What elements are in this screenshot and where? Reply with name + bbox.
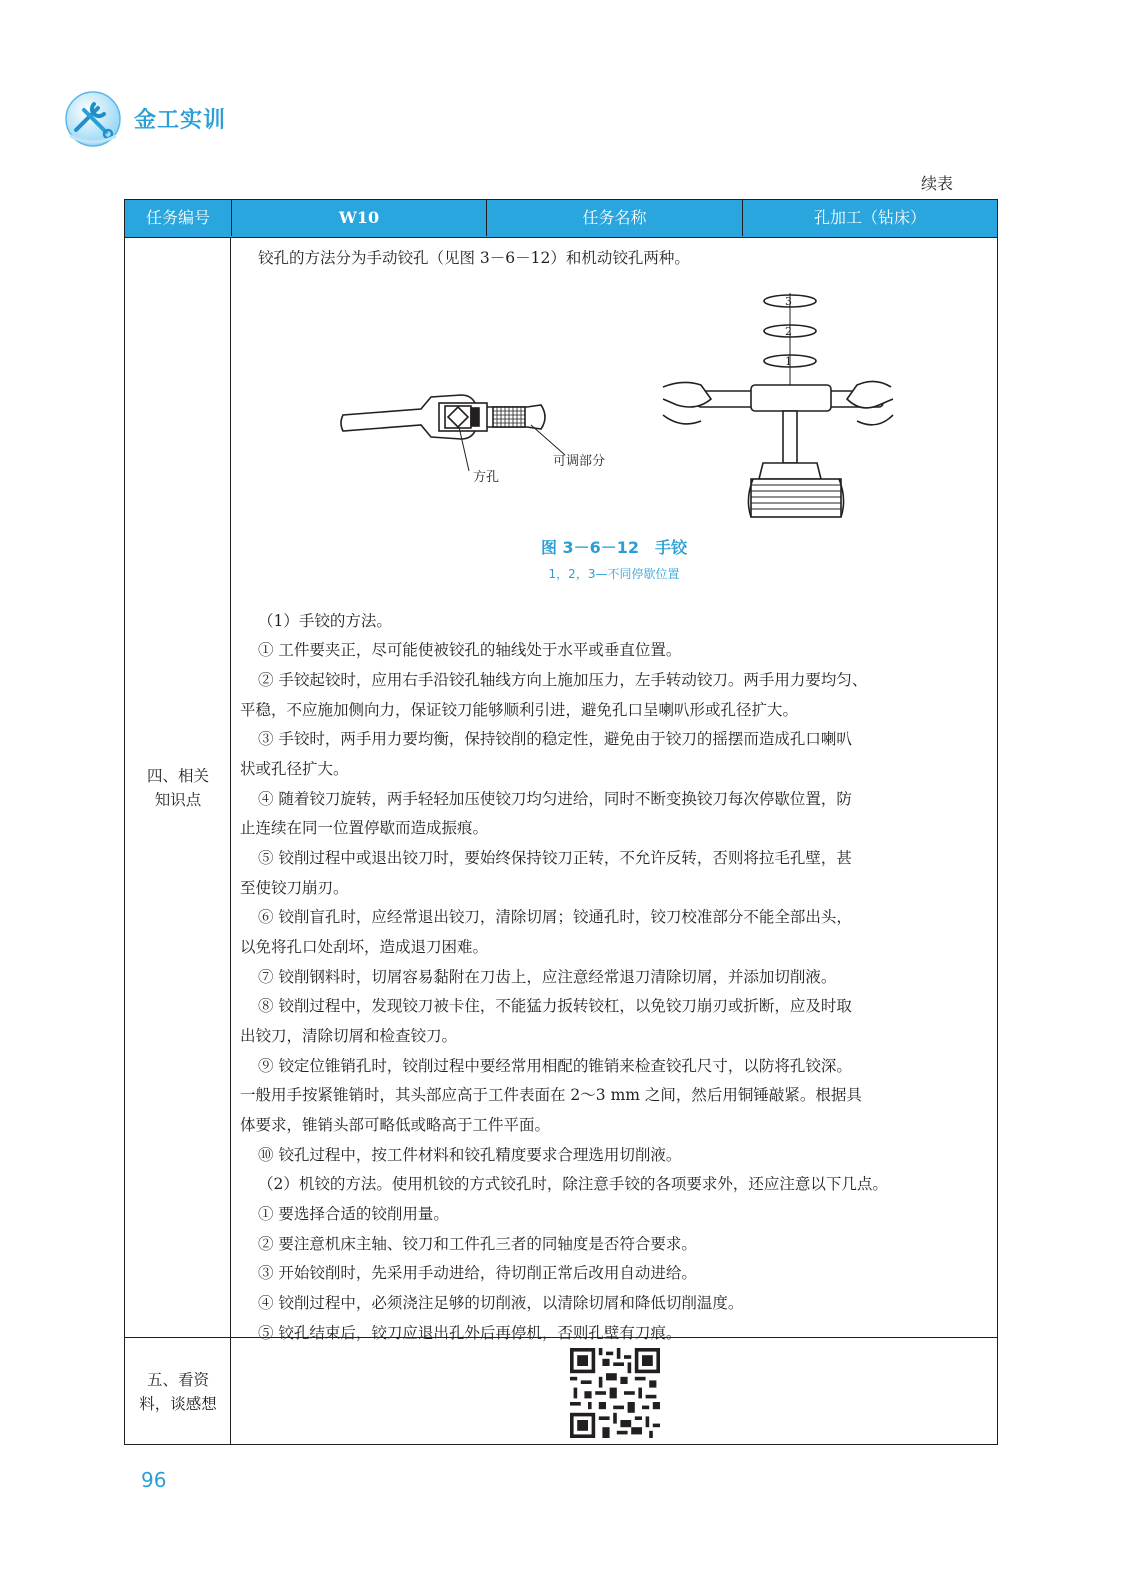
position-2-label: 2 xyxy=(785,325,792,338)
text-line-1: （1）手铰的方法。 xyxy=(258,612,392,630)
text-line-10: 至使铰刀崩刃。 xyxy=(240,879,349,897)
header-task-name-value: 孔加工（钻床） xyxy=(813,208,926,227)
tap-wrench-drawing xyxy=(341,395,565,471)
text-line-5: ③ 手铰时，两手用力要均衡，保持铰削的稳定性，避免由于铰刀的摇摆而造成孔口喇叭 xyxy=(258,730,852,748)
intro-text: 铰孔的方法分为手动铰孔（见图 3－6－12）和机动铰孔两种。 xyxy=(258,249,690,267)
text-line-16: ⑨ 铰定位锥销孔时，铰削过程中要经常用相配的锥销来检查铰孔尺寸，以防将孔铰深。 xyxy=(258,1057,852,1075)
page-header xyxy=(64,90,364,160)
text-line-2: ① 工件要夹正，尽可能使被铰孔的轴线处于水平或垂直位置。 xyxy=(258,641,682,659)
position-1-label: 1 xyxy=(785,355,792,368)
text-line-13: ⑦ 铰削钢料时，切屑容易黏附在刀齿上，应注意经常退刀清除切屑，并添加切削液。 xyxy=(258,968,837,986)
text-line-23: ③ 开始铰削时，先采用手动进给，待切削正常后改用自动进给。 xyxy=(258,1264,697,1282)
text-line-14: ⑧ 铰削过程中，发现铰刀被卡住，不能猛力扳转铰杠，以免铰刀崩刃或折断，应及时取 xyxy=(258,997,852,1015)
text-line-3: ② 手铰起铰时，应用右手沿铰孔轴线方向上施加压力，左手转动铰刀。两手用力要均匀、 xyxy=(258,671,868,689)
row-label-reading-line1: 五、看资 xyxy=(146,1371,209,1389)
continued-label: 续表 xyxy=(921,174,954,193)
hand-reaming-drawing xyxy=(663,293,893,517)
text-line-7: ④ 随着铰刀旋转，两手轻轻加压使铰刀均匀进给，同时不断变换铰刀每次停歇位置，防 xyxy=(258,790,852,808)
text-line-25: ⑤ 铰孔结束后，铰刀应退出孔外后再停机，否则孔壁有刀痕。 xyxy=(258,1324,682,1342)
text-line-21: ① 要选择合适的铰削用量。 xyxy=(258,1205,449,1223)
task-table xyxy=(124,199,998,1445)
text-line-15: 出铰刀，清除切屑和检查铰刀。 xyxy=(240,1027,458,1045)
row-label-column xyxy=(125,238,231,1444)
text-line-19: ⑩ 铰孔过程中，按工件材料和铰孔精度要求合理选用切削液。 xyxy=(258,1146,682,1164)
position-3-label: 3 xyxy=(785,295,792,308)
text-line-17: 一般用手按紧锥销时，其头部应高于工件表面在 2～3 mm 之间，然后用铜锤敲紧。根据具 xyxy=(240,1086,862,1104)
row-label-reading-line2: 料，谈感想 xyxy=(139,1395,217,1413)
text-line-24: ④ 铰削过程中，必须浇注足够的切削液，以清除切屑和降低切削温度。 xyxy=(258,1294,744,1312)
text-line-18: 体要求，锥销头部可略低或略高于工件平面。 xyxy=(240,1116,551,1134)
qr-code-icon[interactable] xyxy=(570,1348,660,1438)
wrench-logo-icon xyxy=(64,90,122,148)
text-line-9: ⑤ 铰削过程中或退出铰刀时，要始终保持铰刀正转，不允许反转，否则将拉毛孔壁，甚 xyxy=(258,849,852,867)
text-line-12: 以免将孔口处刮坏，造成退刀困难。 xyxy=(240,938,489,956)
row-label-knowledge xyxy=(129,764,227,812)
text-line-22: ② 要注意机床主轴、铰刀和工件孔三者的同轴度是否符合要求。 xyxy=(258,1235,697,1253)
text-line-6: 状或孔径扩大。 xyxy=(240,760,349,778)
label-square-hole: 方孔 xyxy=(473,470,500,485)
text-line-11: ⑥ 铰削盲孔时，应经常退出铰刀，清除切屑；铰通孔时，铰刀校准部分不能全部出头， xyxy=(258,908,852,926)
row-label-knowledge-line2: 知识点 xyxy=(154,791,202,809)
header-task-number: 任务编号 xyxy=(125,200,232,236)
figure-caption: 图 3－6－12 手铰 xyxy=(540,538,688,557)
text-line-4: 平稳，不应施加侧向力，保证铰刀能够顺利引进，避免孔口呈喇叭形或孔径扩大。 xyxy=(240,701,799,719)
figure-subcaption: 1，2，3—不同停歇位置 xyxy=(548,567,680,581)
label-adjustable-part: 可调部分 xyxy=(553,454,606,469)
text-line-20: （2）机铰的方法。使用机铰的方式铰孔时，除注意手铰的各项要求外，还应注意以下几点。 xyxy=(258,1175,888,1193)
text-line-8: 止连续在同一位置停歇而造成振痕。 xyxy=(240,819,489,837)
table-header xyxy=(125,200,997,238)
row-label-knowledge-line1: 四、相关 xyxy=(146,767,209,785)
book-title: 金工实训 xyxy=(134,108,227,133)
header-task-name-label: 任务名称 xyxy=(487,200,743,236)
page-number: 96 xyxy=(141,1468,167,1492)
row-label-reading xyxy=(129,1368,227,1416)
header-task-code: W10 xyxy=(232,200,487,236)
figure-hand-reamer xyxy=(231,273,997,583)
